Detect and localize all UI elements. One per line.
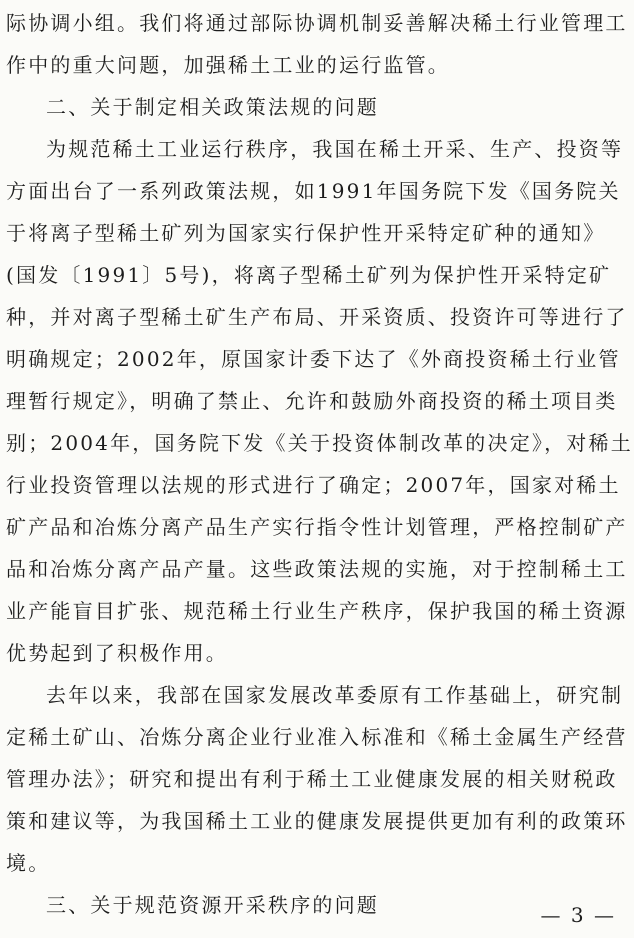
body-line: 境。 (6, 851, 51, 875)
body-line: 策和建议等，为我国稀土工业的健康发展提供更加有利的政策环 (6, 809, 628, 833)
body-line: 业产能盲目扩张、规范稀土行业生产秩序，保护我国的稀土资源 (6, 599, 628, 623)
body-line: 为规范稀土工业运行秩序，我国在稀土开采、生产、投资等 (46, 137, 624, 161)
section-heading: 三、关于规范资源开采秩序的问题 (46, 893, 379, 917)
body-line: 管理办法》；研究和提出有利于稀土工业健康发展的相关财税政 (6, 767, 618, 791)
body-line: 作中的重大问题，加强稀土工业的运行监管。 (6, 53, 450, 77)
body-line: 种，并对离子型稀土矿生产布局、开采资质、投资许可等进行了 (6, 305, 628, 329)
body-line: 优势起到了积极作用。 (6, 641, 228, 665)
body-line: 去年以来，我部在国家发展改革委原有工作基础上，研究制 (46, 683, 624, 707)
page-number: — 3 — (540, 903, 616, 927)
body-line: 际协调小组。我们将通过部际协调机制妥善解决稀土行业管理工 (6, 11, 628, 35)
body-line: 行业投资管理以法规的形式进行了确定；2007年，国家对稀土 (6, 473, 621, 497)
body-line: 品和冶炼分离产品产量。这些政策法规的实施，对于控制稀土工 (6, 557, 628, 581)
body-line: 明确规定；2002年，原国家计委下达了《外商投资稀土行业管 (6, 347, 621, 371)
section-heading: 二、关于制定相关政策法规的问题 (46, 95, 379, 119)
body-line: 定稀土矿山、冶炼分离企业行业准入标准和《稀土金属生产经营 (6, 725, 628, 749)
body-line: (国发〔1991〕5号)，将离子型稀土矿列为保护性开采特定矿 (6, 263, 612, 287)
body-line: 方面出台了一系列政策法规，如1991年国务院下发《国务院关 (6, 179, 621, 203)
body-line: 于将离子型稀土矿列为国家实行保护性开采特定矿种的通知》 (6, 221, 606, 245)
body-line: 理暂行规定》，明确了禁止、允许和鼓励外商投资的稀土项目类 (6, 389, 618, 413)
body-line: 矿产品和冶炼分离产品生产实行指令性计划管理，严格控制矿产 (6, 515, 628, 539)
body-line: 别；2004年，国务院下发《关于投资体制改革的决定》，对稀土 (6, 431, 633, 455)
